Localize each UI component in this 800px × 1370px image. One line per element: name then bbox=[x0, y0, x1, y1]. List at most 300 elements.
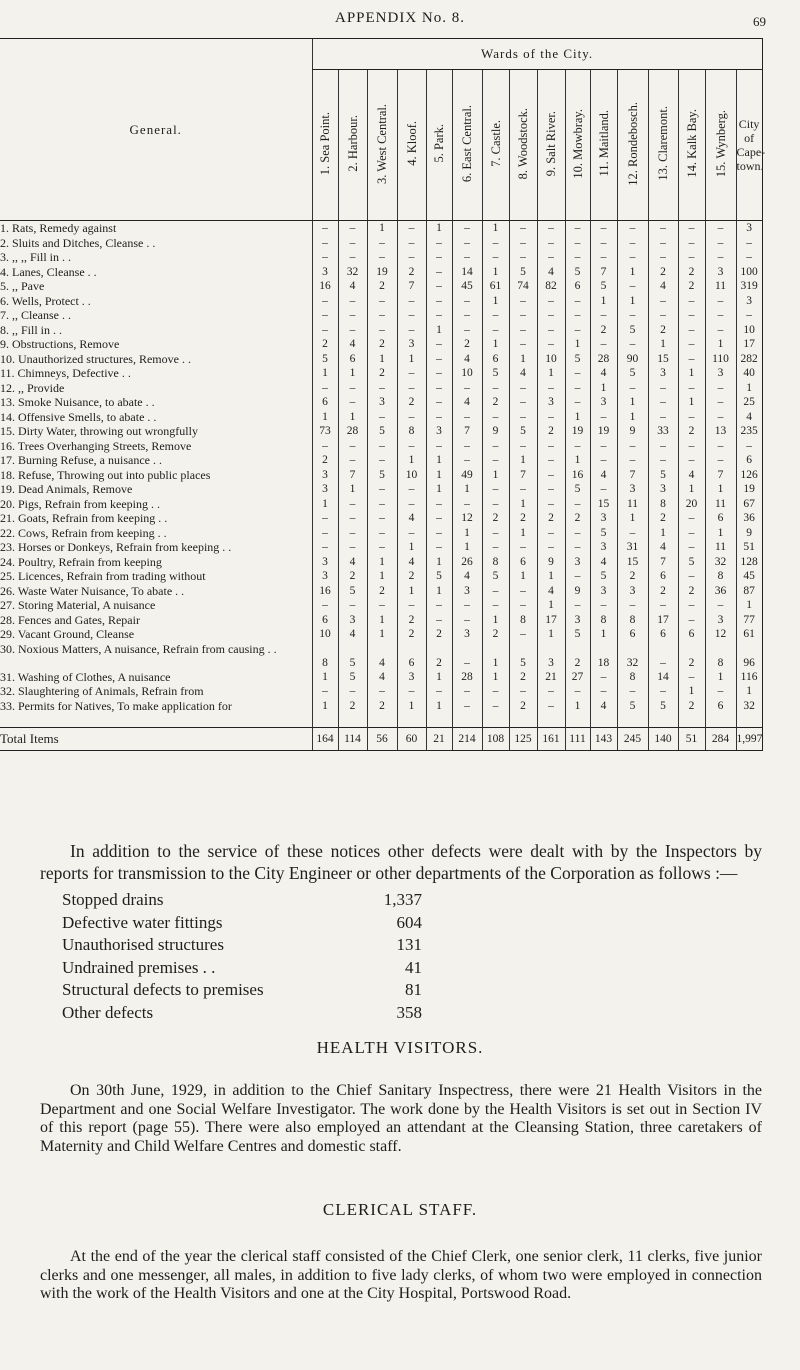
ward-value: – bbox=[426, 526, 452, 541]
ward-value: – bbox=[617, 526, 648, 541]
defect-label: Undrained premises . . bbox=[62, 957, 216, 977]
wards-title: Wards of the City. bbox=[312, 39, 762, 70]
city-total-value: 19 bbox=[736, 482, 762, 497]
ward-value: 2 bbox=[537, 424, 565, 439]
ward-value: 1 bbox=[426, 221, 452, 236]
ward-value: 4 bbox=[590, 699, 617, 714]
ward-value: – bbox=[397, 410, 426, 425]
ward-value: – bbox=[482, 439, 509, 454]
ward-value: 11 bbox=[705, 279, 736, 294]
ward-value: 4 bbox=[537, 265, 565, 280]
ward-value: 1 bbox=[426, 468, 452, 483]
ward-value: – bbox=[482, 323, 509, 338]
row-label: 3. ,, ,, Fill in . . bbox=[0, 250, 72, 264]
ward-value: – bbox=[537, 468, 565, 483]
city-total-value: 1,997 bbox=[736, 728, 762, 751]
row-label: 14. Offensive Smells, to abate . . bbox=[0, 409, 157, 424]
ward-value: – bbox=[617, 598, 648, 613]
ward-value: – bbox=[617, 279, 648, 294]
ward-value: – bbox=[678, 540, 705, 555]
ward-value: – bbox=[367, 511, 397, 526]
row-label: 9. Obstructions, Remove bbox=[0, 337, 120, 351]
ward-value: 1 bbox=[565, 410, 590, 425]
defect-item bbox=[62, 913, 422, 936]
ward-value: – bbox=[705, 221, 736, 236]
ward-value: 5 bbox=[367, 468, 397, 483]
ward-value: – bbox=[338, 294, 367, 309]
ward-value: 1 bbox=[397, 453, 426, 468]
ward-value: 5 bbox=[648, 699, 678, 714]
ward-value: 3 bbox=[565, 613, 590, 628]
table-row bbox=[0, 453, 762, 468]
ward-value: 2 bbox=[509, 699, 537, 714]
ward-value: – bbox=[426, 366, 452, 381]
city-total-value: 4 bbox=[736, 410, 762, 425]
ward-value: – bbox=[537, 236, 565, 251]
ward-value: – bbox=[678, 221, 705, 236]
ward-value: 1 bbox=[509, 352, 537, 367]
ward-value: – bbox=[678, 569, 705, 584]
ward-value: 2 bbox=[537, 511, 565, 526]
ward-value: – bbox=[482, 598, 509, 613]
ward-value: – bbox=[509, 250, 537, 265]
ward-value: 1 bbox=[367, 555, 397, 570]
row-label: 2. Sluits and Ditches, Cleanse . . bbox=[0, 235, 156, 250]
ward-value: 8 bbox=[590, 613, 617, 628]
ward-value: – bbox=[537, 439, 565, 454]
ward-value: 16 bbox=[565, 468, 590, 483]
ward-value: – bbox=[648, 439, 678, 454]
table-row bbox=[0, 555, 762, 570]
ward-value: 8 bbox=[397, 424, 426, 439]
row-label: Total Items bbox=[0, 728, 312, 751]
ward-value: 2 bbox=[367, 337, 397, 352]
ward-value: – bbox=[648, 381, 678, 396]
ward-value: 3 bbox=[312, 569, 338, 584]
ward-value: 6 bbox=[705, 699, 736, 714]
defect-item bbox=[62, 980, 422, 1003]
ward-value: 4 bbox=[338, 279, 367, 294]
ward-value: 5 bbox=[590, 279, 617, 294]
ward-value: 2 bbox=[678, 424, 705, 439]
ward-value: – bbox=[426, 308, 452, 323]
ward-value: 74 bbox=[509, 279, 537, 294]
table-row bbox=[0, 627, 762, 642]
row-label: 10. Unauthorized structures, Remove . . bbox=[0, 351, 191, 366]
city-total-value: 87 bbox=[736, 584, 762, 599]
ward-value: – bbox=[705, 395, 736, 410]
ward-value: – bbox=[482, 684, 509, 699]
ward-header: 8. Woodstock. bbox=[509, 70, 537, 221]
ward-value: 3 bbox=[705, 613, 736, 628]
ward-value: – bbox=[452, 439, 482, 454]
ward-value: – bbox=[312, 381, 338, 396]
ward-value: 5 bbox=[338, 584, 367, 599]
ward-value: – bbox=[565, 323, 590, 338]
ward-value: 2 bbox=[678, 699, 705, 714]
ward-value: 2 bbox=[678, 584, 705, 599]
ward-value: – bbox=[312, 221, 338, 236]
ward-value: – bbox=[482, 497, 509, 512]
ward-value: 5 bbox=[648, 468, 678, 483]
ward-value: – bbox=[537, 308, 565, 323]
ward-value: 14 bbox=[452, 265, 482, 280]
ward-value: 4 bbox=[367, 642, 397, 670]
ward-value: 1 bbox=[397, 584, 426, 599]
ward-value: 2 bbox=[509, 670, 537, 685]
ward-value bbox=[678, 713, 705, 728]
ward-value: 110 bbox=[705, 352, 736, 367]
ward-value: – bbox=[565, 381, 590, 396]
ward-value: 1 bbox=[617, 410, 648, 425]
ward-value: – bbox=[482, 584, 509, 599]
ward-value: – bbox=[537, 497, 565, 512]
city-total-value: 1 bbox=[736, 598, 762, 613]
ward-value: 3 bbox=[452, 584, 482, 599]
ward-value: 6 bbox=[312, 613, 338, 628]
wards-table bbox=[0, 38, 766, 751]
ward-value: 8 bbox=[705, 642, 736, 670]
ward-value: 1 bbox=[426, 453, 452, 468]
ward-value: 4 bbox=[590, 468, 617, 483]
city-total-value bbox=[736, 713, 762, 728]
defect-item bbox=[62, 1003, 422, 1026]
table-row bbox=[0, 584, 762, 599]
ward-value: 8 bbox=[482, 555, 509, 570]
ward-value: 36 bbox=[705, 584, 736, 599]
ward-value: – bbox=[338, 511, 367, 526]
ward-value: – bbox=[367, 308, 397, 323]
ward-value: 14 bbox=[648, 670, 678, 685]
table-row bbox=[0, 670, 762, 685]
ward-value: – bbox=[537, 323, 565, 338]
ward-value: – bbox=[648, 453, 678, 468]
ward-value: – bbox=[452, 221, 482, 236]
ward-value: 1 bbox=[482, 642, 509, 670]
ward-header: 1. Sea Point. bbox=[312, 70, 338, 221]
ward-value bbox=[565, 713, 590, 728]
ward-value: – bbox=[312, 294, 338, 309]
ward-value: – bbox=[338, 323, 367, 338]
ward-value: 6 bbox=[397, 642, 426, 670]
city-total-value: 77 bbox=[736, 613, 762, 628]
ward-value: – bbox=[678, 410, 705, 425]
table-row bbox=[0, 250, 762, 265]
ward-value: – bbox=[537, 294, 565, 309]
ward-value: – bbox=[617, 439, 648, 454]
ward-value: 2 bbox=[678, 642, 705, 670]
table-row bbox=[0, 352, 762, 367]
ward-value: – bbox=[452, 308, 482, 323]
ward-value: 10 bbox=[312, 627, 338, 642]
city-total-value: 6 bbox=[736, 453, 762, 468]
row-label: 19. Dead Animals, Remove bbox=[0, 482, 133, 496]
ward-value: – bbox=[565, 250, 590, 265]
ward-value: – bbox=[705, 439, 736, 454]
ward-value: 2 bbox=[648, 323, 678, 338]
ward-value: – bbox=[617, 308, 648, 323]
ward-value: 19 bbox=[590, 424, 617, 439]
ward-value: – bbox=[482, 453, 509, 468]
ward-value: 2 bbox=[565, 642, 590, 670]
clerical-staff-paragraph: At the end of the year the clerical staff consisted of the Chief Clerk, one senior clerk, 11 clerks, five junior clerks and one messenger, all males, in addition to five lady clerks, of whom two were employed in connection with the work of the Health Visitors and one at the City Hospital, Portswood Road. bbox=[40, 1248, 762, 1302]
ward-value: 1 bbox=[509, 497, 537, 512]
ward-value: – bbox=[617, 453, 648, 468]
general-header: General. bbox=[0, 39, 312, 221]
ward-value: – bbox=[565, 294, 590, 309]
ward-value: 9 bbox=[617, 424, 648, 439]
ward-value: – bbox=[397, 221, 426, 236]
ward-value: 1 bbox=[509, 453, 537, 468]
ward-value: – bbox=[397, 482, 426, 497]
ward-value: – bbox=[367, 598, 397, 613]
ward-value: 17 bbox=[648, 613, 678, 628]
ward-value: 60 bbox=[397, 728, 426, 751]
ward-value: 10 bbox=[397, 468, 426, 483]
row-label: 1. Rats, Remedy against bbox=[0, 221, 117, 235]
ward-header: 9. Salt River. bbox=[537, 70, 565, 221]
ward-value: 1 bbox=[509, 569, 537, 584]
city-total-value: 100 bbox=[736, 265, 762, 280]
ward-value: 5 bbox=[482, 366, 509, 381]
ward-value: 5 bbox=[565, 352, 590, 367]
ward-value: 1 bbox=[312, 410, 338, 425]
row-label: 16. Trees Overhanging Streets, Remove bbox=[0, 438, 192, 453]
ward-value: 2 bbox=[312, 453, 338, 468]
ward-value: – bbox=[617, 236, 648, 251]
ward-value: 2 bbox=[338, 699, 367, 714]
ward-value: 10 bbox=[452, 366, 482, 381]
ward-value: 4 bbox=[452, 569, 482, 584]
defect-item bbox=[62, 890, 422, 913]
ward-value: 2 bbox=[482, 627, 509, 642]
ward-value: – bbox=[397, 250, 426, 265]
ward-value: 1 bbox=[648, 337, 678, 352]
table-row bbox=[0, 337, 762, 352]
row-label: 26. Waste Water Nuisance, To abate . . bbox=[0, 583, 185, 598]
ward-value: – bbox=[338, 221, 367, 236]
ward-value: 18 bbox=[590, 642, 617, 670]
ward-value: 2 bbox=[482, 395, 509, 410]
ward-value: – bbox=[678, 352, 705, 367]
ward-value: 4 bbox=[678, 468, 705, 483]
ward-value: 1 bbox=[397, 540, 426, 555]
ward-value: 31 bbox=[617, 540, 648, 555]
ward-value: 2 bbox=[397, 265, 426, 280]
ward-header: 10. Mowbray. bbox=[565, 70, 590, 221]
ward-value: 1 bbox=[617, 395, 648, 410]
ward-value bbox=[426, 713, 452, 728]
ward-value: 3 bbox=[705, 265, 736, 280]
ward-value: – bbox=[590, 250, 617, 265]
row-label: 8. ,, Fill in . . bbox=[0, 322, 63, 337]
ward-value: – bbox=[338, 540, 367, 555]
ward-value: – bbox=[678, 308, 705, 323]
row-label: 32. Slaughtering of Animals, Refrain from bbox=[0, 684, 204, 698]
ward-value: – bbox=[590, 308, 617, 323]
ward-value bbox=[509, 713, 537, 728]
ward-value: 8 bbox=[705, 569, 736, 584]
ward-value: 164 bbox=[312, 728, 338, 751]
ward-header: 7. Castle. bbox=[482, 70, 509, 221]
defect-item bbox=[62, 935, 422, 958]
ward-value: 3 bbox=[617, 584, 648, 599]
ward-value: 17 bbox=[537, 613, 565, 628]
city-total-value: 235 bbox=[736, 424, 762, 439]
ward-value: 3 bbox=[590, 540, 617, 555]
ward-value: 5 bbox=[565, 482, 590, 497]
ward-value: – bbox=[617, 684, 648, 699]
ward-value: 4 bbox=[590, 366, 617, 381]
city-total-value: 61 bbox=[736, 627, 762, 642]
row-label: 31. Washing of Clothes, A nuisance bbox=[0, 669, 171, 684]
ward-value: 3 bbox=[338, 613, 367, 628]
ward-value: – bbox=[565, 569, 590, 584]
ward-value: – bbox=[678, 598, 705, 613]
ward-value bbox=[482, 713, 509, 728]
ward-value: 2 bbox=[678, 279, 705, 294]
ward-value: 108 bbox=[482, 728, 509, 751]
ward-value: 4 bbox=[338, 627, 367, 642]
ward-value: 5 bbox=[509, 424, 537, 439]
ward-value: 3 bbox=[648, 366, 678, 381]
ward-value: – bbox=[590, 482, 617, 497]
ward-value: 114 bbox=[338, 728, 367, 751]
ward-value: – bbox=[367, 439, 397, 454]
ward-value: – bbox=[452, 598, 482, 613]
ward-value: 1 bbox=[509, 526, 537, 541]
ward-value bbox=[397, 713, 426, 728]
ward-header: 12. Rondebosch. bbox=[617, 70, 648, 221]
ward-value: – bbox=[397, 294, 426, 309]
ward-value: 4 bbox=[397, 511, 426, 526]
ward-value: – bbox=[338, 250, 367, 265]
ward-value: – bbox=[705, 250, 736, 265]
ward-value: – bbox=[509, 410, 537, 425]
ward-value: – bbox=[565, 366, 590, 381]
ward-value: 73 bbox=[312, 424, 338, 439]
ward-value: – bbox=[338, 497, 367, 512]
city-total-header: City of Cape-town. bbox=[736, 70, 762, 221]
ward-value: 27 bbox=[565, 670, 590, 685]
ward-value: 5 bbox=[482, 569, 509, 584]
ward-value: – bbox=[537, 482, 565, 497]
ward-value: 1 bbox=[705, 526, 736, 541]
ward-value: – bbox=[367, 381, 397, 396]
ward-value: – bbox=[678, 526, 705, 541]
ward-value: 2 bbox=[397, 613, 426, 628]
row-label: 27. Storing Material, A nuisance bbox=[0, 598, 156, 612]
ward-value: – bbox=[509, 308, 537, 323]
ward-value: 3 bbox=[590, 395, 617, 410]
ward-value: 2 bbox=[648, 511, 678, 526]
city-total-value: 1 bbox=[736, 381, 762, 396]
table-row bbox=[0, 613, 762, 628]
ward-header: 2. Harbour. bbox=[338, 70, 367, 221]
ward-value: – bbox=[648, 294, 678, 309]
ward-value: 1 bbox=[367, 352, 397, 367]
ward-value: – bbox=[617, 250, 648, 265]
ward-value: 90 bbox=[617, 352, 648, 367]
ward-value: – bbox=[367, 236, 397, 251]
ward-value: 1 bbox=[338, 410, 367, 425]
ward-value: 1 bbox=[617, 511, 648, 526]
ward-value: 7 bbox=[590, 265, 617, 280]
ward-value: 1 bbox=[617, 294, 648, 309]
ward-value: – bbox=[509, 294, 537, 309]
ward-value: – bbox=[537, 221, 565, 236]
ward-value: – bbox=[367, 250, 397, 265]
spacer-row bbox=[0, 713, 762, 728]
ward-value: 2 bbox=[338, 569, 367, 584]
ward-value: 5 bbox=[617, 323, 648, 338]
ward-value: – bbox=[590, 236, 617, 251]
ward-value: – bbox=[312, 250, 338, 265]
ward-value: – bbox=[678, 323, 705, 338]
ward-value: 16 bbox=[312, 279, 338, 294]
ward-value: 2 bbox=[367, 366, 397, 381]
ward-value: 11 bbox=[617, 497, 648, 512]
ward-value: 3 bbox=[590, 511, 617, 526]
ward-value: 1 bbox=[367, 221, 397, 236]
health-visitors-paragraph: On 30th June, 1929, in addition to the Chief Sanitary Inspectress, there were 21 Health Visitors in the Department and one Social Welfare Investigator. The work done by the Health Visitors is set out in Section IV of this report (page 55). There were also employed an attendant at the Cleansing Station, three caretakers of Maternity and Child Welfare Centres and domestic staff. bbox=[40, 1082, 762, 1155]
ward-value: 11 bbox=[705, 540, 736, 555]
defect-count: 1,337 bbox=[383, 890, 422, 909]
defects-list bbox=[62, 890, 422, 1025]
table-row bbox=[0, 265, 762, 280]
defects-intro-paragraph: In addition to the service of these notices other defects were dealt with by the Inspectors by reports for transmission to the City Engineer or other departments of the Corporation as follows :— bbox=[40, 840, 762, 883]
ward-value: 1 bbox=[426, 482, 452, 497]
ward-value: 214 bbox=[452, 728, 482, 751]
ward-value: – bbox=[426, 381, 452, 396]
ward-value: 7 bbox=[452, 424, 482, 439]
ward-value: 140 bbox=[648, 728, 678, 751]
ward-value: – bbox=[509, 395, 537, 410]
totals-row bbox=[0, 728, 762, 751]
ward-value: 15 bbox=[617, 555, 648, 570]
defect-label: Structural defects to premises bbox=[62, 980, 264, 999]
ward-value: 3 bbox=[397, 337, 426, 352]
row-label: 12. ,, Provide bbox=[0, 380, 65, 395]
ward-value: – bbox=[312, 323, 338, 338]
ward-value: 5 bbox=[426, 569, 452, 584]
ward-value: – bbox=[537, 699, 565, 714]
ward-value: – bbox=[565, 236, 590, 251]
ward-value: – bbox=[537, 453, 565, 468]
ward-value: – bbox=[312, 540, 338, 555]
ward-value: – bbox=[338, 684, 367, 699]
ward-value: 4 bbox=[452, 395, 482, 410]
ward-value: – bbox=[482, 540, 509, 555]
ward-value: 1 bbox=[482, 337, 509, 352]
ward-value: 125 bbox=[509, 728, 537, 751]
ward-value: 1 bbox=[367, 569, 397, 584]
table-row bbox=[0, 497, 762, 512]
ward-value: – bbox=[426, 684, 452, 699]
ward-value: – bbox=[426, 511, 452, 526]
table-row bbox=[0, 526, 762, 541]
ward-value: – bbox=[648, 642, 678, 670]
ward-value: – bbox=[426, 352, 452, 367]
ward-value: 1 bbox=[367, 613, 397, 628]
ward-value: 284 bbox=[705, 728, 736, 751]
ward-value: 8 bbox=[617, 613, 648, 628]
ward-header: 15. Wynberg. bbox=[705, 70, 736, 221]
ward-value: 5 bbox=[509, 265, 537, 280]
table-row bbox=[0, 439, 762, 454]
ward-value: 4 bbox=[648, 540, 678, 555]
ward-value: – bbox=[367, 294, 397, 309]
